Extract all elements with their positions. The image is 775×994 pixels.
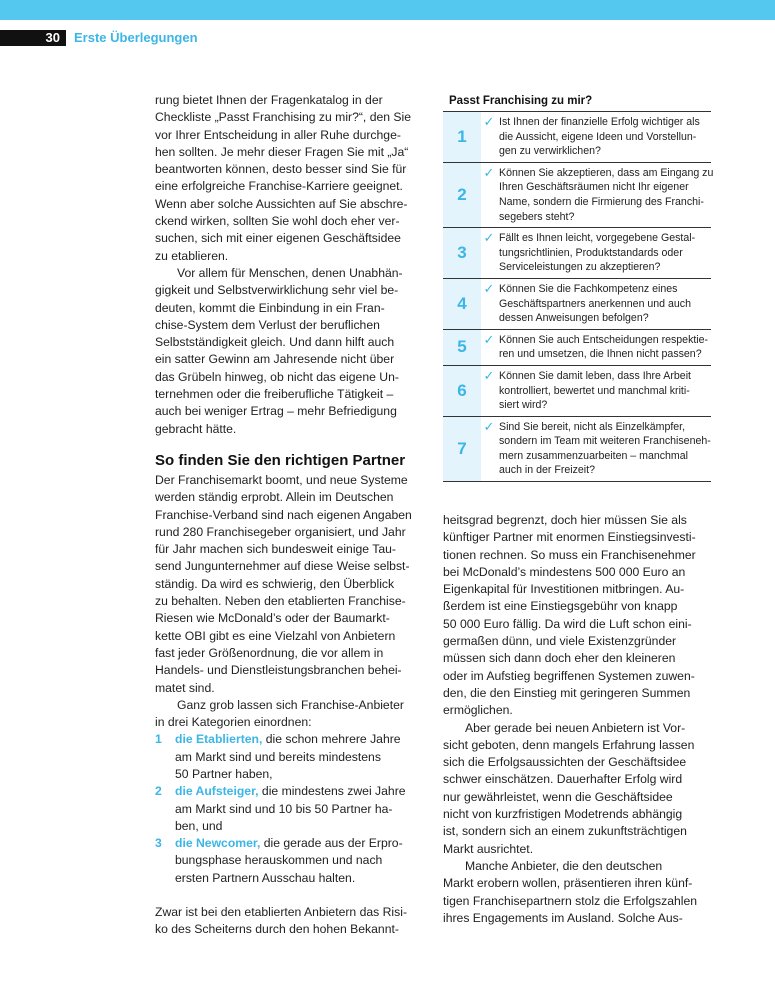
checkmark-icon: ✓ <box>483 367 495 383</box>
text-line: die schon mehrere Jahre <box>262 732 401 747</box>
text-line: am Markt sind und bereits mindestens <box>175 749 381 764</box>
paragraph <box>155 697 425 732</box>
text-line: ßerdem ist eine Einstiegsgebühr von knapp <box>443 599 678 614</box>
text-line: Aber gerade bei neuen Anbietern ist Vor- <box>465 720 686 735</box>
text-line: Geschäftspartners anerkennen und auch <box>499 297 691 310</box>
text-line: ternehmen oder die freiberufliche Tätigkeit – <box>155 387 394 402</box>
text-line: Franchise-Verband sind nach eigenen Angaben <box>155 507 412 522</box>
text-line: schwer einschätzen. Dauerhafter Erfolg wird <box>443 772 683 787</box>
text-line: Checkliste „Passt Franchising zu mir?“, den Sie <box>155 110 412 125</box>
text-line: Serviceleistungen zu akzeptieren? <box>499 261 661 274</box>
text-line: nur gewährleistet, wenn die Geschäftsidee <box>443 789 673 804</box>
text-line: müssen sich dann doch eher den kleineren <box>443 651 676 666</box>
text-line: Wenn aber solche Aussichten auf Sie abschre- <box>155 196 408 211</box>
text-line: Sind Sie bereit, nicht als Einzelkämpfer, <box>499 420 686 433</box>
text-line: beantworten können, desto besser sind Sie für <box>155 162 407 177</box>
question-text <box>497 228 711 278</box>
text-line: suchen, sich mit einer eigenen Geschäftsidee <box>155 231 401 246</box>
text-line: Manche Anbieter, die den deutschen <box>465 858 663 873</box>
text-line: ko des Scheiterns durch den hohen Bekannt- <box>155 922 399 937</box>
page-number: 30 <box>0 30 66 46</box>
text-line: Fällt es Ihnen leicht, vorgegebene Gestal- <box>499 232 696 245</box>
text-line: eine erfolgreiche Franchise-Karriere geeignet. <box>155 179 403 194</box>
checklist-row <box>443 416 711 481</box>
question-text <box>497 279 711 329</box>
checkmark-icon: ✓ <box>483 280 495 296</box>
checklist-row <box>443 112 711 162</box>
text-line: ben, und <box>175 818 223 833</box>
text-line: 50 Partner haben, <box>175 766 273 781</box>
checklist-title: Passt Franchising zu mir? <box>449 95 593 107</box>
text-line: ihres Engagements im Ausland. Solche Aus- <box>443 910 683 925</box>
text-line: das Grübeln hinweg, ob nicht das eigene Un- <box>155 369 399 384</box>
category-name: die Etablierten, <box>175 732 263 747</box>
paragraph <box>155 265 425 438</box>
text-line: gebracht hätte. <box>155 421 237 436</box>
text-line: kontrolliert, bewertet und manchmal kriti- <box>499 384 690 397</box>
question-number: 1 <box>443 112 481 162</box>
category-name: die Newcomer, <box>175 836 261 851</box>
text-line: segebers steht? <box>499 210 575 223</box>
text-line: Ist Ihnen der finanzielle Erfolg wichtiger als <box>499 116 700 128</box>
text-line: Der Franchisemarkt boomt, und neue Systeme <box>155 472 408 487</box>
text-line: ren und umsetzen, die Ihnen nicht passen? <box>499 348 702 361</box>
text-line: Können Sie damit leben, dass Ihre Arbeit <box>499 369 691 382</box>
text-line: Selbstständigkeit gleich. Und dann hilft auch <box>155 335 395 350</box>
text-line: hen sollten. Je mehr dieser Fragen Sie mit „Ja“ <box>155 144 409 159</box>
paragraph <box>155 472 425 697</box>
text-line: 50 000 Euro fällig. Da wird die Luft schon eini- <box>443 616 692 631</box>
question-text <box>497 330 712 365</box>
text-line: germaßen dünn, und viele Existenzgründer <box>443 634 677 649</box>
text-line: Können Sie akzeptieren, dass am Eingang zu <box>499 166 714 179</box>
checkmark-icon: ✓ <box>483 164 495 180</box>
question-text <box>497 417 715 481</box>
text-line: den, die den Einstieg mit geringeren Summen <box>443 685 691 700</box>
checklist-table <box>443 111 714 482</box>
text-line: die gerade aus der Erpro- <box>260 836 403 851</box>
text-line: Ihren Geschäftsräumen nicht Ihr eigener <box>499 181 689 194</box>
checklist-row <box>443 329 711 365</box>
checkmark-icon: ✓ <box>483 418 495 434</box>
list-item <box>155 783 425 835</box>
question-text <box>497 163 717 227</box>
left-text-column <box>155 92 425 939</box>
text-line: künftiger Partner mit enormen Einstiegsinvesti- <box>443 530 696 545</box>
checkmark-icon: ✓ <box>483 230 495 246</box>
text-line: mern zusammenzuarbeiten – manchmal <box>499 449 689 462</box>
text-line: rung bietet Ihnen der Fragenkatalog in der <box>155 93 383 107</box>
checklist-row <box>443 365 711 416</box>
text-line: die Aussicht, eigene Ideen und Vorstellun- <box>499 130 697 143</box>
text-line: zu etablieren. <box>155 248 229 263</box>
category-list <box>155 731 425 887</box>
paragraph <box>443 512 713 720</box>
text-line: ersten Partnern Ausschau halten. <box>175 870 356 885</box>
text-line: gigkeit und Selbstverwirklichung sehr viel be- <box>155 283 399 298</box>
text-line: bei McDonald’s mindestens 500 000 Euro an <box>443 564 686 579</box>
paragraph <box>155 92 425 265</box>
list-number: 1 <box>155 732 162 747</box>
text-line: rund 280 Franchisegeber organisiert, und Jahr <box>155 524 406 539</box>
question-number: 6 <box>443 366 481 416</box>
text-line: Ganz grob lassen sich Franchise-Anbieter <box>177 697 404 712</box>
checklist-box <box>443 93 714 482</box>
question-text <box>497 366 711 416</box>
text-line: in drei Kategorien einordnen: <box>155 715 312 730</box>
checkmark-icon: ✓ <box>483 331 495 347</box>
paragraph <box>443 720 713 858</box>
text-line: auch bei weniger Ertrag – mehr Befriedigung <box>155 404 397 419</box>
top-color-bar <box>0 0 775 20</box>
checklist-row <box>443 227 711 278</box>
text-line: sicht geboten, denn mangels Erfahrung lassen <box>443 737 695 752</box>
checklist-row <box>443 162 714 227</box>
text-line: ermöglichen. <box>443 703 513 718</box>
chapter-title: Erste Überlegungen <box>74 30 198 45</box>
text-line: ckend wirken, sollten Sie wohl doch eher ver- <box>155 214 400 229</box>
text-line: deuten, kommt die Einbindung in ein Fran- <box>155 300 385 315</box>
text-line: nicht von kurzfristigen Modetrends abhängig <box>443 807 683 822</box>
paragraph <box>155 904 425 939</box>
section-heading: So finden Sie den richtigen Partner <box>155 451 406 469</box>
text-line: bungsphase herauskommen und nach <box>175 853 383 868</box>
text-line: Vor allem für Menschen, denen Unabhän- <box>177 265 403 280</box>
question-text <box>497 112 711 162</box>
question-number: 7 <box>443 417 481 481</box>
text-line: heitsgrad begrenzt, doch hier müssen Sie als <box>443 513 687 527</box>
text-line: tionen rechnen. So muss ein Franchisenehmer <box>443 547 696 562</box>
text-line: Markt ausrichtet. <box>443 841 534 856</box>
text-line: kette OBI gibt es eine Vielzahl von Anbietern <box>155 628 396 643</box>
question-number: 4 <box>443 279 481 329</box>
text-line: tigen Franchisepartnern stolz die Erfolgszahlen <box>443 893 698 908</box>
text-line: Zwar ist bei den etablierten Anbietern das Risi- <box>155 905 408 920</box>
text-line: chise-System dem Verlust der beruflichen <box>155 317 380 332</box>
text-line: ständig. Da wird es schwierig, den Überblick <box>155 576 395 591</box>
question-number: 2 <box>443 163 481 227</box>
text-line: Name, sondern die Firmierung des Franchi- <box>499 195 704 208</box>
text-line: matet sind. <box>155 680 215 695</box>
text-line: auch in der Freizeit? <box>499 464 595 477</box>
text-line: Können Sie die Fachkompetenz eines <box>499 282 678 295</box>
text-line: Handels- und Dienstleistungsbranchen behei- <box>155 663 402 678</box>
text-line: werden ständig erprobt. Allein im Deutschen <box>155 490 394 505</box>
text-line: send Jungunternehmer auf diese Weise selbst- <box>155 559 410 574</box>
category-name: die Aufsteiger, <box>175 784 259 799</box>
text-line: ein satter Gewinn am Jahresende nicht über <box>155 352 395 367</box>
list-item <box>155 731 425 783</box>
text-line: gen zu verwirklichen? <box>499 145 601 158</box>
text-line: Können Sie auch Entscheidungen respektie- <box>499 333 709 346</box>
text-line: für Jahr machen sich bundesweit einige Tau- <box>155 542 396 557</box>
text-line: dessen Anweisungen befolgen? <box>499 312 649 325</box>
paragraph <box>443 858 713 927</box>
checklist-row <box>443 278 711 329</box>
right-text-column <box>443 512 713 927</box>
text-line: fast jeder Größenordnung, die vor allem in <box>155 645 384 660</box>
text-line: die mindestens zwei Jahre <box>258 784 406 799</box>
text-line: siert wird? <box>499 399 548 412</box>
list-item <box>155 835 425 887</box>
text-line: sich die Erfolgsaussichten der Geschäftsidee <box>443 755 687 770</box>
text-line: tungsrichtlinien, Produktstandards oder <box>499 246 683 259</box>
list-number: 2 <box>155 784 162 799</box>
text-line: ist, sondern sich an einem zukunftsträchtigen <box>443 824 687 839</box>
list-number: 3 <box>155 836 162 851</box>
question-number: 3 <box>443 228 481 278</box>
text-line: Riesen wie McDonald’s oder der Baumarkt- <box>155 611 390 626</box>
text-line: am Markt sind und 10 bis 50 Partner ha- <box>175 801 393 816</box>
text-line: Eigenkapital für Investitionen mitbringen. Au- <box>443 582 685 597</box>
text-line: zu behalten. Neben den etablierten Franchise- <box>155 594 406 609</box>
text-line: sondern im Team mit weiteren Franchiseneh- <box>499 435 711 448</box>
checkmark-icon: ✓ <box>483 114 495 129</box>
text-line: Markt erobern wollen, präsentieren ihren künf- <box>443 876 693 891</box>
question-number: 5 <box>443 330 481 365</box>
text-line: vor Ihrer Entscheidung in aller Ruhe durchge- <box>155 127 401 142</box>
text-line: oder im Aufstieg begriffenen Systemen zuwen- <box>443 668 695 683</box>
